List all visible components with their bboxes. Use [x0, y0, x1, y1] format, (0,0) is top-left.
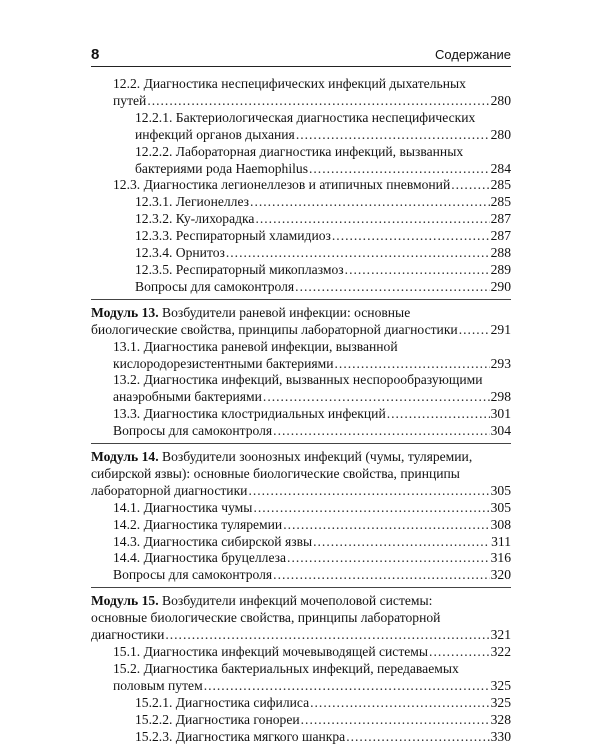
module-number: Модуль 13. — [91, 304, 162, 320]
dot-leader — [147, 93, 489, 110]
toc-entry-title: Вопросы для самоконтроля — [135, 278, 295, 294]
toc-entry-title: Вопросы для самоконтроля — [113, 423, 273, 439]
toc-entry[interactable] — [91, 339, 511, 373]
toc-module-entry[interactable] — [91, 593, 511, 644]
toc-entry-title: кислородорезистентными бактериями — [113, 355, 334, 371]
toc-entry-title: 14.3. Диагностика сибирской язвы — [113, 533, 313, 549]
dot-leader — [387, 406, 490, 423]
toc-entry-title: 12.3.4. Орнитоз — [135, 245, 225, 261]
dot-leader — [287, 550, 490, 567]
page-reference: 290 — [490, 278, 511, 294]
toc-entry-title: 14.2. Диагностика туляремии — [113, 516, 283, 532]
page-reference: 288 — [490, 245, 511, 261]
page-reference: 293 — [490, 355, 511, 371]
page-reference: 316 — [490, 550, 511, 566]
section-title: Содержание — [435, 47, 511, 62]
toc-entry-title-line: Модуль 13. Возбудители раневой инфекции: основные — [91, 304, 411, 320]
toc-entry-title: половым путем — [113, 677, 203, 693]
toc-entry[interactable] — [91, 177, 511, 194]
toc-entry-title: 12.3. Диагностика легионеллезов и атипичных пневмоний — [113, 177, 451, 193]
module-number: Модуль 15. — [91, 593, 162, 609]
module-separator — [91, 443, 511, 444]
page-reference: 320 — [490, 567, 511, 583]
page-reference: 321 — [490, 627, 511, 643]
dot-leader — [295, 279, 489, 296]
page-number: 8 — [91, 46, 100, 63]
page-reference: 308 — [490, 516, 511, 532]
toc-entry[interactable] — [91, 695, 511, 712]
dot-leader — [204, 678, 490, 695]
dot-leader — [250, 194, 490, 211]
page-reference: 328 — [490, 711, 511, 727]
toc-entry[interactable] — [91, 534, 511, 551]
toc-entry-title: 12.3.2. Ку-лихорадка — [135, 211, 255, 227]
header-rule — [91, 66, 511, 67]
dot-leader — [313, 534, 490, 551]
module-number: Модуль 14. — [91, 449, 162, 465]
page-reference: 330 — [490, 728, 511, 744]
toc-entry[interactable] — [91, 500, 511, 517]
page-reference: 285 — [490, 194, 511, 210]
page-reference: 287 — [490, 228, 511, 244]
toc-entry-title-line: 15.2. Диагностика бактериальных инфекций, передаваемых — [113, 660, 459, 676]
dot-leader — [226, 245, 490, 262]
toc-entry-title: 15.2.2. Диагностика гонореи — [135, 711, 300, 727]
page-reference: 289 — [490, 261, 511, 277]
page-reference: 322 — [490, 644, 511, 659]
dot-leader — [310, 695, 489, 712]
toc-entry-title-line: Модуль 15. Возбудители инфекций мочеполовой системы: — [91, 593, 433, 609]
toc-entry-title: 13.3. Диагностика клостридиальных инфекций — [113, 406, 386, 422]
toc-entry-title: 12.3.5. Респираторный микоплазмоз — [135, 261, 344, 277]
toc-entry[interactable] — [91, 567, 511, 584]
dot-leader — [301, 712, 490, 729]
toc-entry[interactable] — [91, 228, 511, 245]
module-separator — [91, 587, 511, 588]
toc-entry-title: путей — [113, 92, 147, 108]
toc-entry[interactable] — [91, 194, 511, 211]
toc-entry-title: 12.3.1. Легионеллез — [135, 194, 250, 210]
toc-entry-title: бактериями рода Haemophilus — [135, 160, 308, 176]
page-reference: 291 — [490, 321, 511, 337]
toc-entry-title: лабораторной диагностики — [91, 482, 248, 498]
page-reference: 305 — [490, 499, 511, 515]
toc-entry[interactable] — [91, 245, 511, 262]
toc-entry-title: биологические свойства, принципы лабораторной диагностики — [91, 321, 458, 337]
dot-leader — [309, 161, 490, 178]
dot-leader — [335, 356, 490, 373]
toc-entry[interactable] — [91, 550, 511, 567]
toc-entry[interactable] — [91, 661, 511, 695]
page-reference: 287 — [490, 211, 511, 227]
toc-entry-title: 15.2.3. Диагностика мягкого шанкра — [135, 728, 346, 744]
toc-entry-title-line: 12.2. Диагностика неспецифических инфекций дыхательных — [113, 76, 466, 91]
toc-entry[interactable] — [91, 110, 511, 144]
toc-entry[interactable] — [91, 211, 511, 228]
toc-entry-title-line: 12.2.2. Лабораторная диагностика инфекций, вызванных — [135, 143, 464, 159]
table-of-contents — [91, 76, 511, 745]
module-separator — [91, 299, 511, 300]
page-reference: 325 — [490, 677, 511, 693]
toc-entry-title: инфекций органов дыхания — [135, 126, 295, 142]
toc-entry-title-line: сибирской язвы): основные биологические свойства, принципы — [91, 465, 460, 481]
toc-entry-title-line: 13.1. Диагностика раневой инфекции, вызванной — [113, 338, 398, 354]
toc-module-entry[interactable] — [91, 449, 511, 500]
page-reference: 325 — [490, 694, 511, 710]
dot-leader — [332, 228, 490, 245]
page-reference: 298 — [490, 389, 511, 405]
dot-leader — [273, 423, 489, 440]
dot-leader — [255, 211, 489, 228]
toc-entry-title-line: основные биологические свойства, принципы лабораторной — [91, 610, 441, 626]
toc-entry-title: 15.1. Диагностика инфекций мочевыводящей системы — [113, 644, 429, 659]
toc-entry[interactable] — [91, 279, 511, 296]
dot-leader — [345, 262, 490, 279]
page-reference: 284 — [490, 160, 511, 176]
dot-leader — [451, 177, 489, 194]
toc-entry[interactable] — [91, 372, 511, 406]
dot-leader — [346, 729, 489, 746]
dot-leader — [253, 500, 489, 517]
toc-entry-title-line: 12.2.1. Бактериологическая диагностика неспецифических — [135, 109, 476, 125]
page-reference: 311 — [491, 533, 511, 549]
toc-entry-title: диагностики — [91, 627, 165, 643]
dot-leader — [429, 644, 490, 661]
dot-leader — [248, 483, 489, 500]
page-reference: 305 — [490, 482, 511, 498]
page-reference: 304 — [490, 423, 511, 439]
toc-entry-title-line: 13.2. Диагностика инфекций, вызванных неспорообразующими — [113, 372, 483, 388]
toc-entry[interactable] — [91, 406, 511, 423]
toc-entry[interactable] — [91, 729, 511, 746]
toc-entry[interactable] — [91, 262, 511, 279]
toc-entry-title: 15.2.1. Диагностика сифилиса — [135, 694, 310, 710]
page-header — [91, 44, 511, 66]
toc-entry-title: анаэробными бактериями — [113, 389, 262, 405]
dot-leader — [273, 567, 489, 584]
page-reference: 285 — [490, 177, 511, 193]
toc-module-entry[interactable] — [91, 305, 511, 339]
dot-leader — [459, 322, 490, 339]
toc-entry[interactable] — [91, 76, 511, 110]
toc-entry-title: 14.4. Диагностика бруцеллеза — [113, 550, 287, 566]
toc-entry[interactable] — [91, 712, 511, 729]
toc-entry-title: Вопросы для самоконтроля — [113, 567, 273, 583]
toc-entry-title: 14.1. Диагностика чумы — [113, 499, 253, 515]
page-reference: 301 — [490, 406, 511, 422]
toc-entry[interactable] — [91, 144, 511, 178]
toc-entry-title: 12.3.3. Респираторный хламидиоз — [135, 228, 331, 244]
page-reference: 280 — [490, 92, 511, 108]
toc-entry-title-line: Модуль 14. Возбудители зоонозных инфекций (чумы, туляремии, — [91, 449, 473, 465]
page-reference: 280 — [490, 126, 511, 142]
toc-entry[interactable] — [91, 644, 511, 661]
toc-entry[interactable] — [91, 517, 511, 534]
dot-leader — [296, 127, 490, 144]
toc-entry[interactable] — [91, 423, 511, 440]
dot-leader — [263, 389, 490, 406]
dot-leader — [283, 517, 489, 534]
dot-leader — [165, 627, 489, 644]
